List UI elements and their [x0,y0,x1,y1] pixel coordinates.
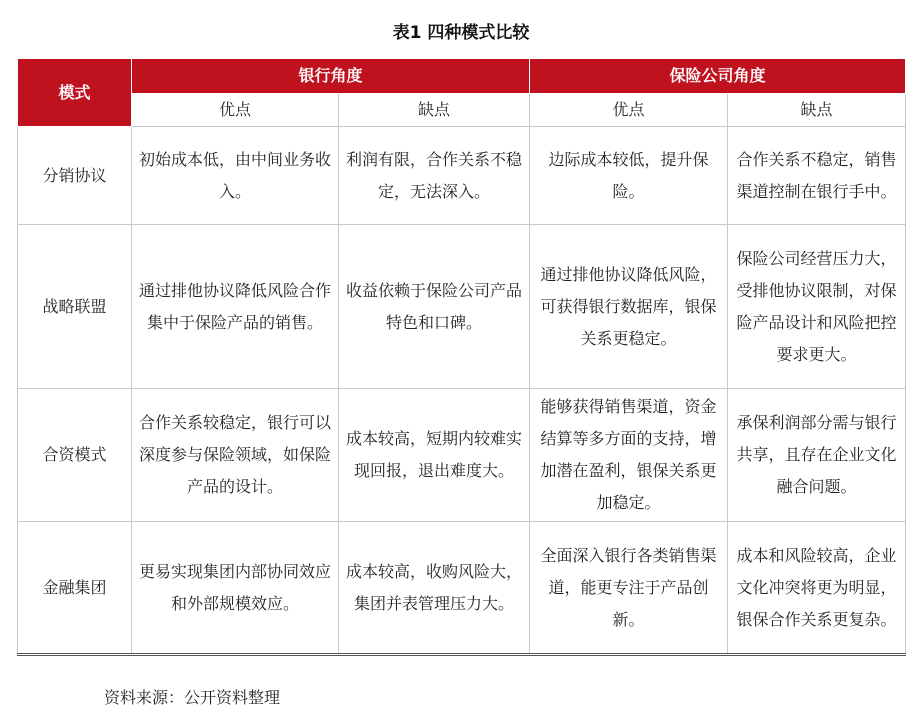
comparison-table [17,58,906,656]
table-row [18,127,906,225]
header-bank-cons: 缺点 [339,94,530,127]
header-insurer-perspective: 保险公司角度 [530,59,906,94]
cell-insurer-cons: 合作关系不稳定，销售渠道控制在银行手中。 [728,127,906,225]
table-title: 表1 四种模式比较 [392,23,530,43]
row-mode: 分销协议 [18,127,132,225]
cell-bank-pros: 通过排他协议降低风险合作集中于保险产品的销售。 [132,225,339,389]
header-bank-pros: 优点 [132,94,339,127]
cell-bank-cons: 收益依赖于保险公司产品特色和口碑。 [339,225,530,389]
cell-bank-pros: 初始成本低，由中间业务收入。 [132,127,339,225]
table-row [18,389,906,522]
cell-insurer-pros: 全面深入银行各类销售渠道，能更专注于产品创新。 [530,522,728,655]
cell-bank-pros: 更易实现集团内部协同效应和外部规模效应。 [132,522,339,655]
source-note: 资料来源：公开资料整理 [104,688,281,707]
row-mode: 合资模式 [18,389,132,522]
header-row-perspectives [18,59,906,94]
row-mode: 战略联盟 [18,225,132,389]
table-row [18,522,906,655]
header-bank-perspective: 银行角度 [132,59,530,94]
cell-insurer-cons: 承保利润部分需与银行共享，且存在企业文化融合问题。 [728,389,906,522]
header-row-pros-cons [18,94,906,127]
cell-insurer-cons: 成本和风险较高，企业文化冲突将更为明显，银保合作关系更复杂。 [728,522,906,655]
table-row [18,225,906,389]
cell-insurer-pros: 边际成本较低，提升保险。 [530,127,728,225]
cell-insurer-pros: 通过排他协议降低风险，可获得银行数据库，银保关系更稳定。 [530,225,728,389]
cell-bank-pros: 合作关系较稳定，银行可以深度参与保险领域，如保险产品的设计。 [132,389,339,522]
cell-insurer-cons: 保险公司经营压力大，受排他协议限制，对保险产品设计和风险把控要求更大。 [728,225,906,389]
header-insurer-pros: 优点 [530,94,728,127]
header-insurer-cons: 缺点 [728,94,906,127]
row-mode: 金融集团 [18,522,132,655]
cell-bank-cons: 成本较高，收购风险大，集团并表管理压力大。 [339,522,530,655]
cell-bank-cons: 成本较高，短期内较难实现回报，退出难度大。 [339,389,530,522]
cell-insurer-pros: 能够获得销售渠道，资金结算等多方面的支持，增加潜在盈利，银保关系更加稳定。 [530,389,728,522]
cell-bank-cons: 利润有限，合作关系不稳定，无法深入。 [339,127,530,225]
header-mode: 模式 [18,59,132,127]
